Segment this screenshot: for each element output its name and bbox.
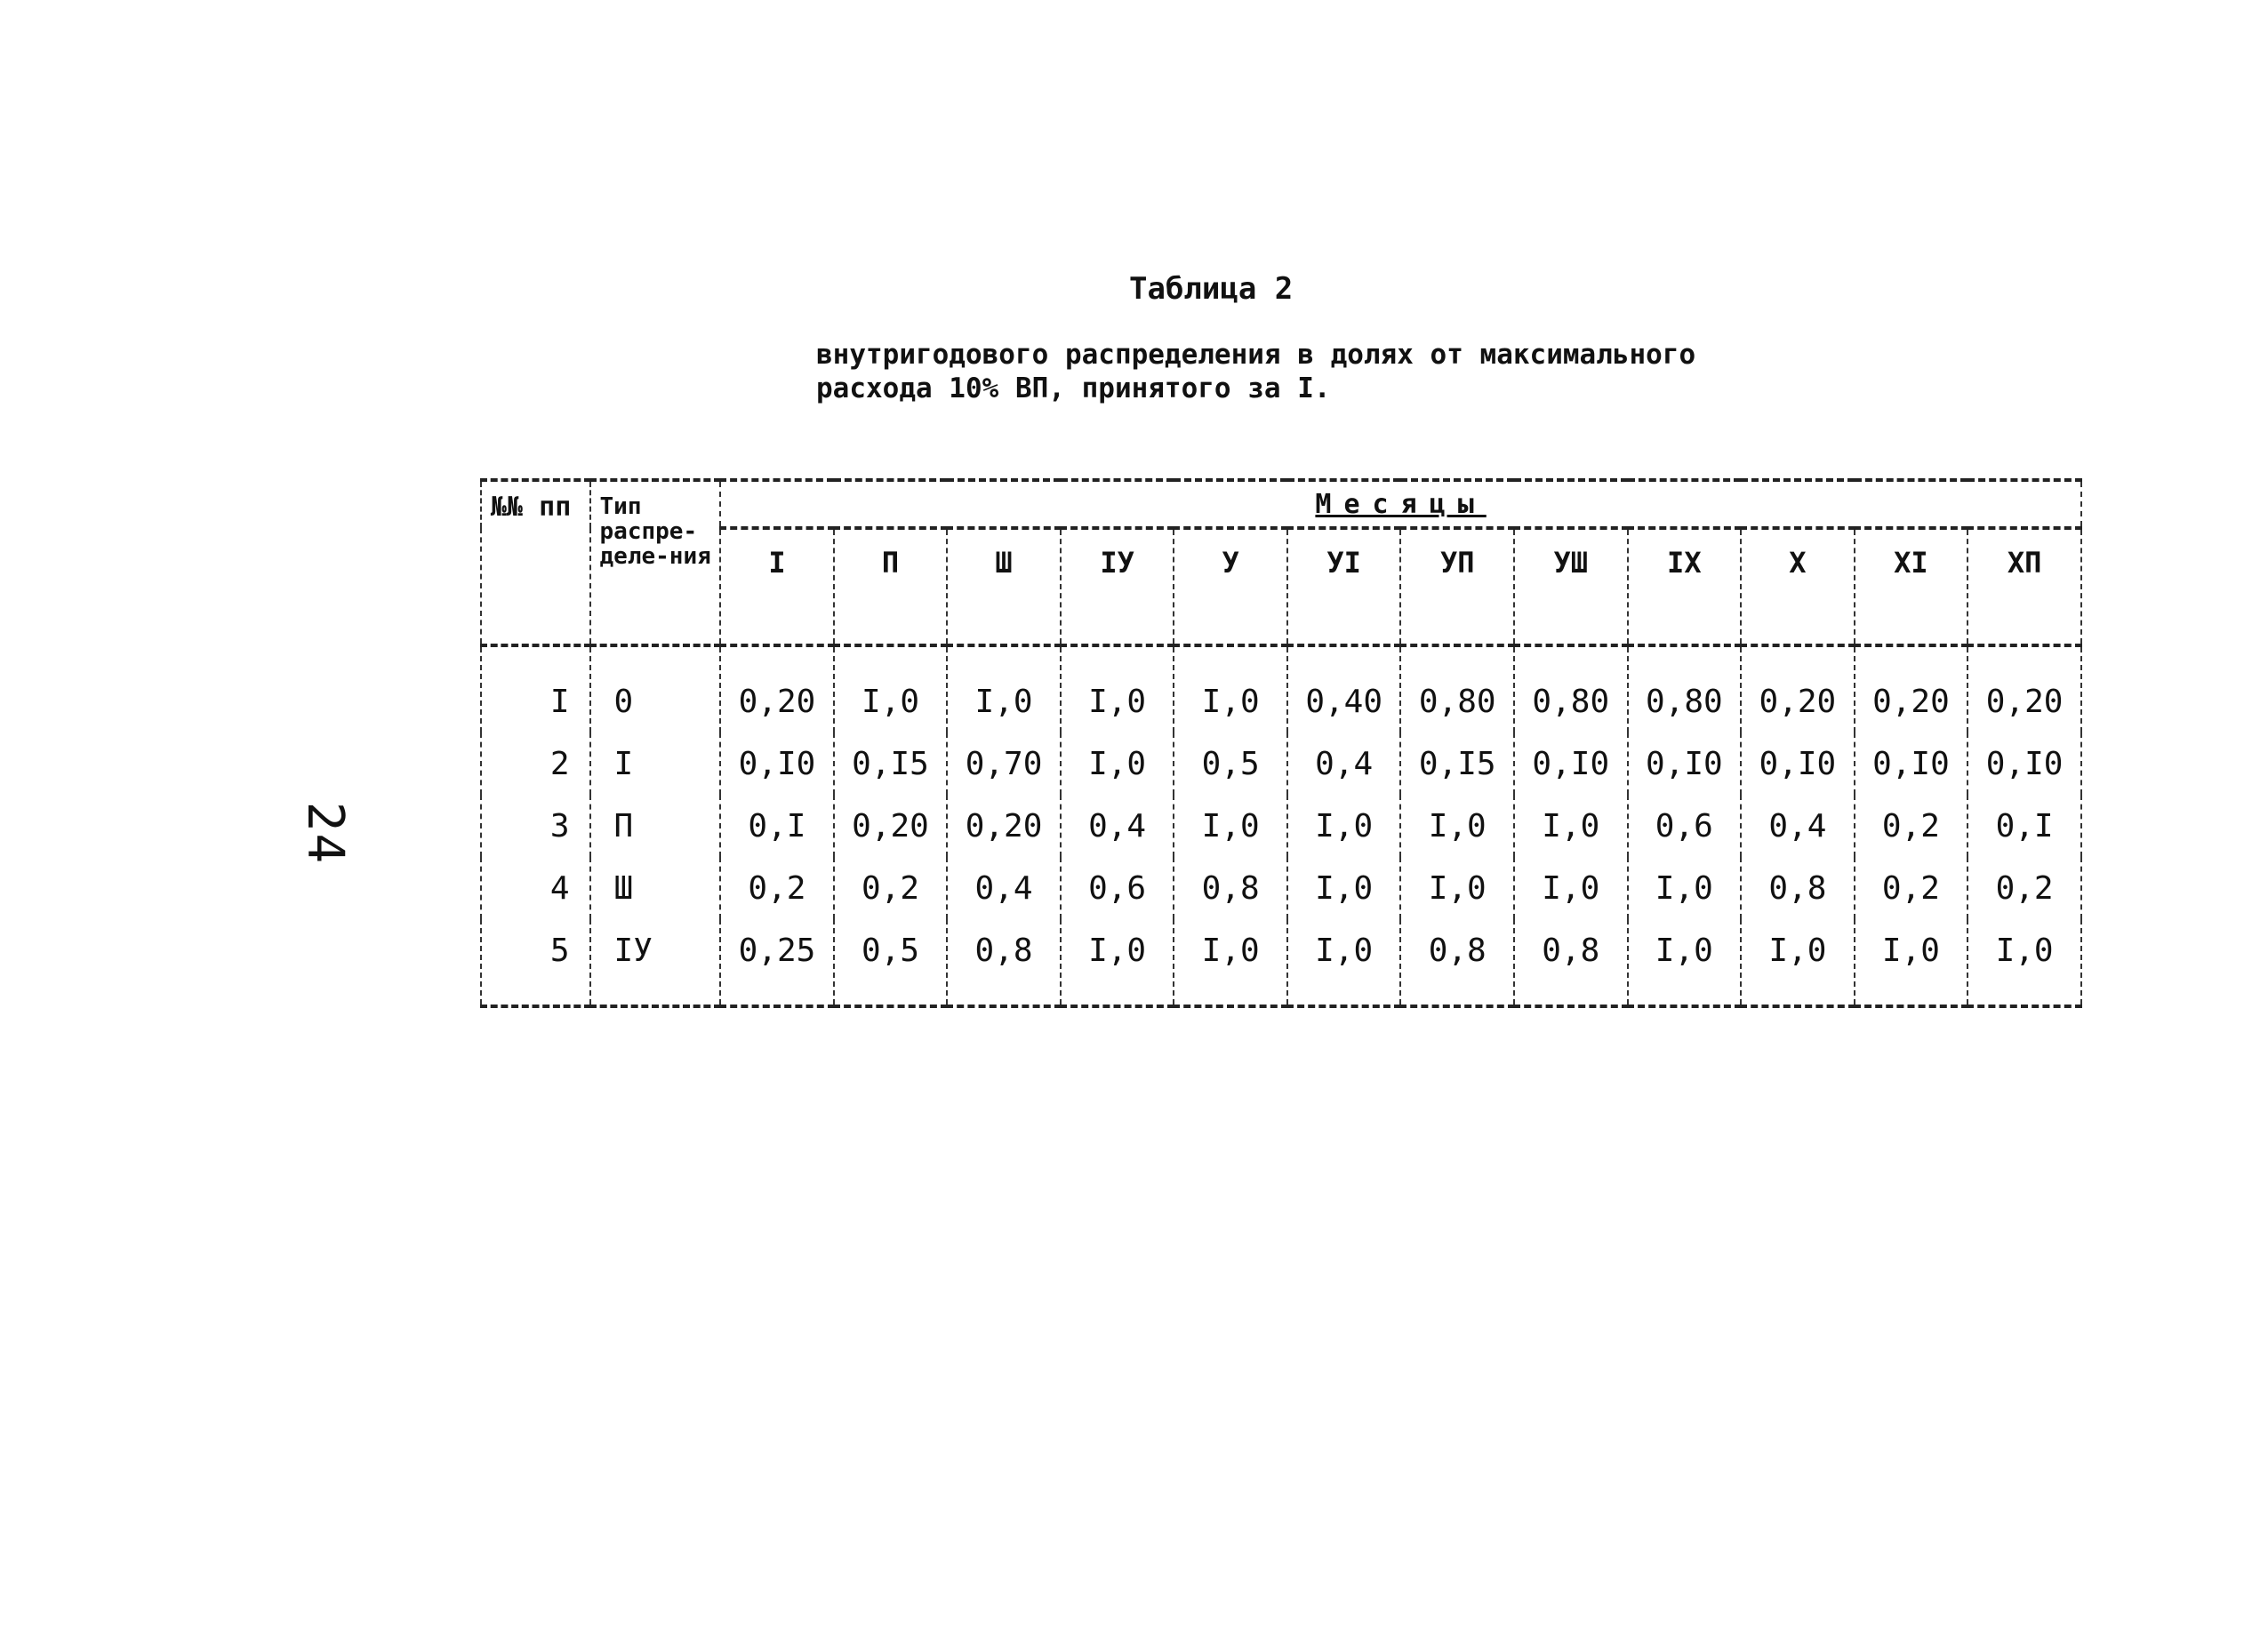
cell-row-number: I bbox=[481, 645, 590, 732]
cell-value: 0,20 bbox=[834, 795, 948, 857]
table-body bbox=[481, 645, 2081, 1006]
cell-row-number: 4 bbox=[481, 857, 590, 919]
cell-value: 0,I0 bbox=[1514, 732, 1628, 795]
cell-value: 0,I0 bbox=[1855, 732, 1968, 795]
cell-value: 0,80 bbox=[1628, 645, 1742, 732]
cell-value: 0,2 bbox=[1855, 795, 1968, 857]
cell-value: 0,8 bbox=[1514, 919, 1628, 1006]
cell-value: I,0 bbox=[834, 645, 948, 732]
cell-value: I,0 bbox=[1287, 795, 1401, 857]
header-month: П bbox=[834, 528, 948, 645]
header-month: I bbox=[720, 528, 834, 645]
cell-value: 0,20 bbox=[720, 645, 834, 732]
cell-distribution-type: П bbox=[590, 795, 721, 857]
table-row bbox=[481, 919, 2081, 1006]
cell-distribution-type: 0 bbox=[590, 645, 721, 732]
cell-distribution-type: IУ bbox=[590, 919, 721, 1006]
cell-value: 0,80 bbox=[1400, 645, 1514, 732]
header-month: IX bbox=[1628, 528, 1742, 645]
cell-value: I,0 bbox=[1287, 919, 1401, 1006]
cell-value: I,0 bbox=[1400, 857, 1514, 919]
header-months-group: Месяцы bbox=[720, 480, 2081, 528]
cell-value: 0,20 bbox=[1741, 645, 1855, 732]
header-num: №№ пп bbox=[481, 480, 590, 645]
cell-value: 0,25 bbox=[720, 919, 834, 1006]
cell-value: 0,70 bbox=[947, 732, 1061, 795]
header-month: XI bbox=[1855, 528, 1968, 645]
cell-row-number: 3 bbox=[481, 795, 590, 857]
cell-value: I,0 bbox=[1741, 919, 1855, 1006]
cell-value: 0,20 bbox=[1855, 645, 1968, 732]
cell-value: I,0 bbox=[1855, 919, 1968, 1006]
cell-value: 0,6 bbox=[1628, 795, 1742, 857]
header-month: УП bbox=[1400, 528, 1514, 645]
table-row bbox=[481, 857, 2081, 919]
table-caption: Таблица 2 bbox=[1129, 271, 1294, 307]
cell-row-number: 5 bbox=[481, 919, 590, 1006]
cell-value: 0,I5 bbox=[834, 732, 948, 795]
cell-value: 0,40 bbox=[1287, 645, 1401, 732]
cell-value: 0,4 bbox=[1741, 795, 1855, 857]
cell-value: 0,I0 bbox=[1628, 732, 1742, 795]
header-row-months bbox=[481, 528, 2081, 645]
cell-value: I,0 bbox=[1628, 857, 1742, 919]
cell-value: 0,8 bbox=[1174, 857, 1287, 919]
table-header bbox=[481, 480, 2081, 645]
header-month: XП bbox=[1967, 528, 2081, 645]
cell-value: I,0 bbox=[1061, 732, 1174, 795]
cell-value: 0,5 bbox=[834, 919, 948, 1006]
header-month: УШ bbox=[1514, 528, 1628, 645]
page-number: 24 bbox=[296, 801, 355, 866]
cell-value: 0,4 bbox=[1287, 732, 1401, 795]
cell-value: 0,I0 bbox=[720, 732, 834, 795]
cell-row-number: 2 bbox=[481, 732, 590, 795]
cell-distribution-type: I bbox=[590, 732, 721, 795]
cell-value: 0,I bbox=[1967, 795, 2081, 857]
cell-value: I,0 bbox=[1061, 919, 1174, 1006]
cell-value: 0,2 bbox=[1967, 857, 2081, 919]
cell-value: I,0 bbox=[947, 645, 1061, 732]
table-row bbox=[481, 795, 2081, 857]
cell-value: I,0 bbox=[1061, 645, 1174, 732]
table-title: внутригодового распределения в долях от максимального расхода 10% ВП, принятого за I. bbox=[816, 339, 1696, 404]
cell-value: 0,80 bbox=[1514, 645, 1628, 732]
cell-value: I,0 bbox=[1967, 919, 2081, 1006]
cell-value: 0,4 bbox=[947, 857, 1061, 919]
header-month: Ш bbox=[947, 528, 1061, 645]
cell-value: 0,6 bbox=[1061, 857, 1174, 919]
cell-value: 0,4 bbox=[1061, 795, 1174, 857]
cell-value: 0,I5 bbox=[1400, 732, 1514, 795]
header-month: У bbox=[1174, 528, 1287, 645]
cell-value: 0,2 bbox=[1855, 857, 1968, 919]
cell-value: I,0 bbox=[1174, 919, 1287, 1006]
cell-value: 0,I0 bbox=[1967, 732, 2081, 795]
cell-value: I,0 bbox=[1174, 795, 1287, 857]
distribution-table-container bbox=[480, 478, 2082, 1008]
cell-value: 0,8 bbox=[1741, 857, 1855, 919]
cell-value: I,0 bbox=[1628, 919, 1742, 1006]
header-month: X bbox=[1741, 528, 1855, 645]
cell-value: 0,8 bbox=[1400, 919, 1514, 1006]
cell-value: I,0 bbox=[1514, 795, 1628, 857]
cell-value: 0,2 bbox=[720, 857, 834, 919]
cell-value: I,0 bbox=[1514, 857, 1628, 919]
header-month: УI bbox=[1287, 528, 1401, 645]
cell-value: I,0 bbox=[1174, 645, 1287, 732]
cell-value: 0,8 bbox=[947, 919, 1061, 1006]
cell-value: I,0 bbox=[1287, 857, 1401, 919]
cell-value: 0,2 bbox=[834, 857, 948, 919]
cell-value: I,0 bbox=[1400, 795, 1514, 857]
cell-distribution-type: Ш bbox=[590, 857, 721, 919]
header-row-group bbox=[481, 480, 2081, 528]
table-row bbox=[481, 645, 2081, 732]
cell-value: 0,I0 bbox=[1741, 732, 1855, 795]
header-type: Тип распре-деле-ния bbox=[590, 480, 721, 645]
cell-value: 0,20 bbox=[1967, 645, 2081, 732]
table-row bbox=[481, 732, 2081, 795]
header-month: IУ bbox=[1061, 528, 1174, 645]
cell-value: 0,I bbox=[720, 795, 834, 857]
cell-value: 0,20 bbox=[947, 795, 1061, 857]
distribution-table bbox=[480, 478, 2082, 1008]
cell-value: 0,5 bbox=[1174, 732, 1287, 795]
